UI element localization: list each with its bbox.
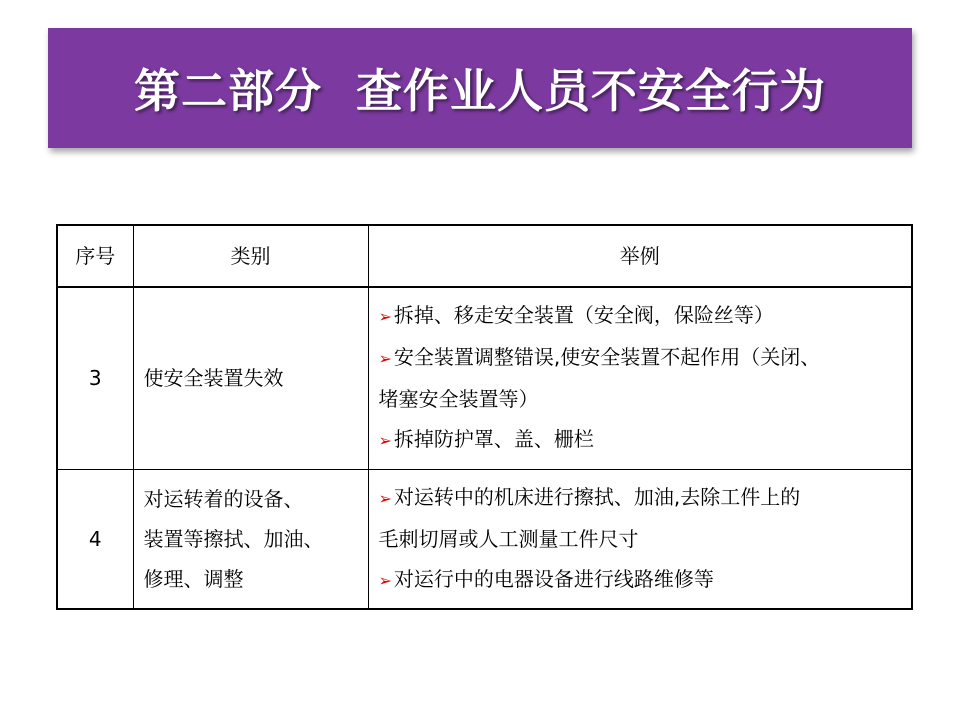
header-number: 序号 [57, 225, 133, 287]
example-text: 对运转中的机床进行擦拭、加油,去除工件上的 [393, 484, 801, 509]
behavior-table [56, 224, 913, 610]
example-text: 拆掉防护罩、盖、栅栏 [393, 427, 594, 452]
row-category [133, 469, 368, 609]
example-item [379, 477, 908, 519]
example-item [379, 559, 908, 601]
title-banner [48, 28, 912, 148]
category-line: 使安全装置失效 [143, 366, 284, 391]
example-item [379, 337, 908, 379]
red-arrow-bullet-icon: ➢ [378, 349, 392, 369]
table-header-row [57, 225, 912, 287]
table-row [57, 287, 912, 469]
category-line: 修理、调整 [143, 566, 244, 591]
table-row [57, 469, 912, 609]
row-number: 3 [57, 287, 133, 469]
header-examples: 举例 [368, 225, 912, 287]
red-arrow-bullet-icon: ➢ [378, 488, 392, 508]
example-item [379, 419, 908, 461]
example-item [379, 295, 908, 337]
example-text: 安全装置调整错误,使安全装置不起作用（关闭、 [393, 345, 821, 370]
red-arrow-bullet-icon: ➢ [378, 431, 392, 451]
red-arrow-bullet-icon: ➢ [378, 307, 392, 327]
category-line: 装置等擦拭、加油、 [143, 526, 324, 551]
example-item-continuation: 堵塞安全装置等） [378, 387, 539, 412]
row-number: 4 [57, 469, 133, 609]
category-line: 对运转着的设备、 [143, 486, 304, 511]
header-category: 类别 [133, 225, 368, 287]
row-examples [368, 287, 912, 469]
row-category [133, 287, 368, 469]
example-text: 拆掉、移走安全装置（安全阀，保险丝等） [393, 303, 774, 328]
row-examples [368, 469, 912, 609]
red-arrow-bullet-icon: ➢ [378, 570, 392, 590]
page-title: 第二部分 查作业人员不安全行为 [133, 64, 827, 118]
example-text: 对运行中的电器设备进行线路维修等 [393, 566, 714, 591]
example-item-continuation: 毛刺切屑或人工测量工件尺寸 [378, 526, 639, 551]
